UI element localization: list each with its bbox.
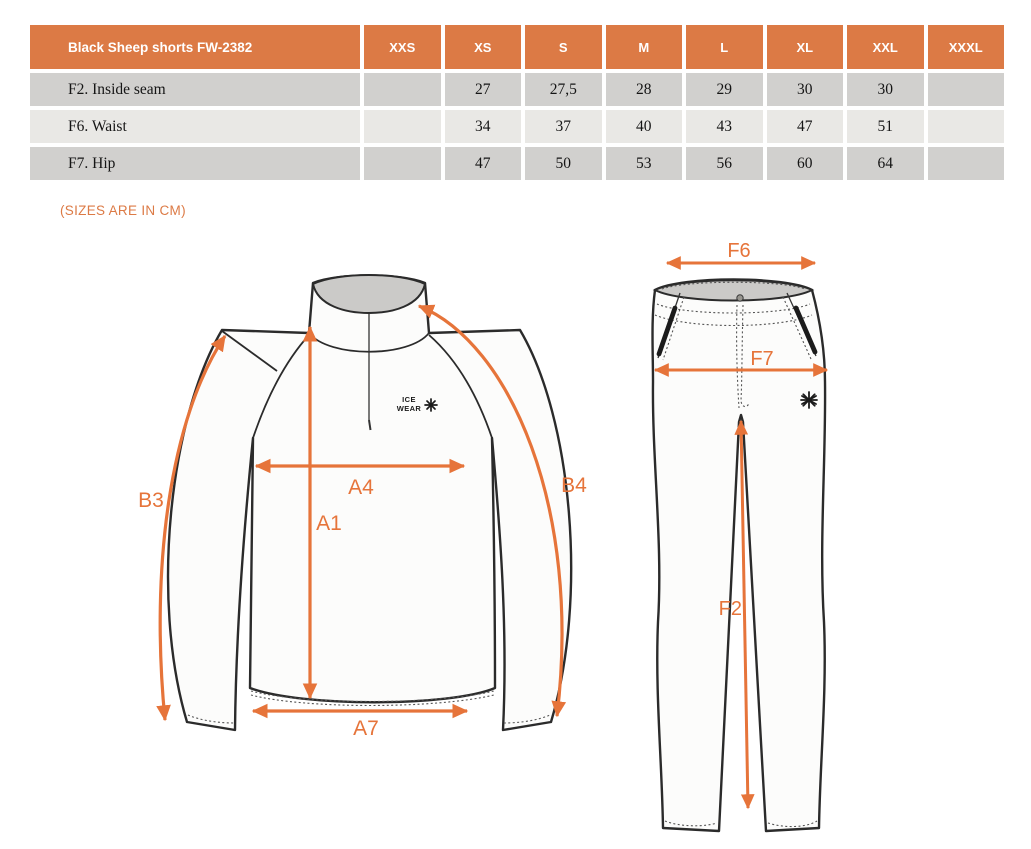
- size-value-cell: 40: [606, 110, 683, 143]
- measure-label-cell: F2. Inside seam: [30, 73, 360, 106]
- size-value-cell: 47: [767, 110, 844, 143]
- size-value-cell: [364, 73, 441, 106]
- pants-body-outline: [653, 280, 826, 832]
- size-value-cell: [364, 147, 441, 180]
- size-value-cell: 37: [525, 110, 602, 143]
- size-header-xs: XS: [445, 25, 522, 69]
- size-value-cell: 30: [767, 73, 844, 106]
- size-value-cell: 50: [525, 147, 602, 180]
- measure-label-cell: F7. Hip: [30, 147, 360, 180]
- dim-label-b4: B4: [561, 474, 587, 497]
- logo-text-line2: WEAR: [396, 404, 422, 413]
- snowflake-icon: [801, 392, 817, 408]
- size-value-cell: 47: [445, 147, 522, 180]
- size-value-cell: [928, 147, 1005, 180]
- size-value-cell: [364, 110, 441, 143]
- size-header-xxs: XXS: [364, 25, 441, 69]
- dim-label-f2: F2: [718, 598, 742, 620]
- size-value-cell: 43: [686, 110, 763, 143]
- dim-label-f6: F6: [727, 242, 751, 262]
- size-value-cell: 27,5: [525, 73, 602, 106]
- size-value-cell: [928, 110, 1005, 143]
- table-row-waist: [30, 110, 1004, 143]
- sizes-unit-note: (SIZES ARE IN CM): [60, 203, 186, 218]
- size-value-cell: [928, 73, 1005, 106]
- size-value-cell: 64: [847, 147, 924, 180]
- size-value-cell: 60: [767, 147, 844, 180]
- size-value-cell: 30: [847, 73, 924, 106]
- dim-label-a1: A1: [316, 512, 342, 535]
- size-header-s: S: [525, 25, 602, 69]
- table-title: Black Sheep shorts FW-2382: [30, 25, 360, 69]
- table-header-row: [30, 25, 1004, 69]
- size-value-cell: 56: [686, 147, 763, 180]
- pants-diagram: [620, 242, 860, 842]
- size-header-m: M: [606, 25, 683, 69]
- dim-label-f7: F7: [750, 348, 774, 370]
- size-value-cell: 51: [847, 110, 924, 143]
- size-value-cell: 29: [686, 73, 763, 106]
- shirt-diagram: [120, 268, 620, 773]
- snowflake-icon: [425, 399, 437, 411]
- size-table: [26, 21, 1008, 184]
- size-header-xl: XL: [767, 25, 844, 69]
- size-value-cell: 27: [445, 73, 522, 106]
- size-value-cell: 28: [606, 73, 683, 106]
- size-header-xxl: XXL: [847, 25, 924, 69]
- logo-text-line1: ICE: [402, 395, 416, 404]
- measure-label-cell: F6. Waist: [30, 110, 360, 143]
- table-row-hip: [30, 147, 1004, 180]
- dim-label-a4: A4: [348, 476, 374, 499]
- size-header-xxxl: XXXL: [928, 25, 1005, 69]
- table-row-inside-seam: [30, 73, 1004, 106]
- size-header-l: L: [686, 25, 763, 69]
- dim-label-a7: A7: [353, 717, 379, 740]
- size-value-cell: 53: [606, 147, 683, 180]
- waist-button: [737, 295, 743, 301]
- size-value-cell: 34: [445, 110, 522, 143]
- dim-label-b3: B3: [138, 489, 164, 512]
